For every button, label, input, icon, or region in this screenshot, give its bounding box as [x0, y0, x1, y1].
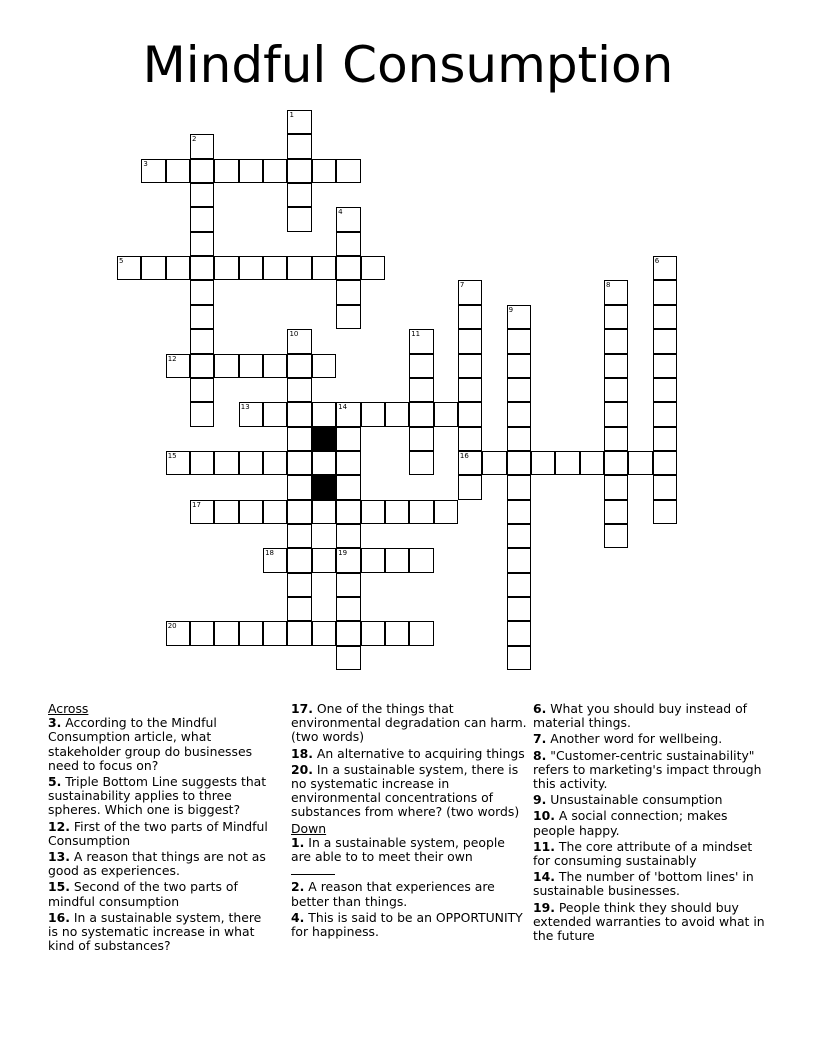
grid-cell[interactable] [312, 621, 336, 645]
grid-cell[interactable] [336, 597, 360, 621]
grid-cell[interactable] [287, 134, 311, 158]
grid-cell[interactable] [409, 621, 433, 645]
grid-cell[interactable] [312, 256, 336, 280]
cell-number: 9 [508, 305, 514, 314]
grid-cell[interactable] [287, 500, 311, 524]
clue-across-15: 15. Second of the two parts of mindful consumption [48, 879, 238, 909]
grid-cell[interactable] [214, 256, 238, 280]
grid-cell[interactable] [287, 402, 311, 426]
grid-cell[interactable] [190, 159, 214, 183]
answer-blank [291, 864, 335, 875]
clue-across-5: 5. Triple Bottom Line suggests that sustainability applies to three spheres. Which one is biggest? [48, 774, 267, 818]
clue-down-4: 4. This is said to be an OPPORTUNITY for happiness. [291, 909, 523, 940]
grid-cell[interactable] [604, 329, 628, 353]
grid-cell[interactable] [263, 451, 287, 475]
grid-cell[interactable] [361, 500, 385, 524]
grid-cell[interactable] [190, 280, 214, 304]
grid-cell[interactable] [287, 378, 311, 402]
grid-cell[interactable] [507, 305, 531, 329]
grid-cell[interactable] [361, 256, 385, 280]
grid-cell[interactable] [507, 597, 531, 621]
grid-cell[interactable] [434, 402, 458, 426]
grid-cell[interactable] [482, 451, 506, 475]
clue-down-9: 9. Unsustainable consumption [533, 792, 723, 808]
grid-cell[interactable] [604, 402, 628, 426]
grid-cell[interactable] [409, 548, 433, 572]
grid-cell[interactable] [653, 256, 677, 280]
grid-cell[interactable] [458, 280, 482, 304]
grid-cell[interactable] [190, 500, 214, 524]
grid-cell[interactable] [190, 378, 214, 402]
cell-number: 17 [192, 500, 201, 509]
grid-cell[interactable] [239, 256, 263, 280]
clue-across-13: 13. A reason that things are not as good as experiences. [48, 849, 266, 879]
grid-cell[interactable] [336, 232, 360, 256]
grid-cell[interactable] [287, 548, 311, 572]
grid-cell[interactable] [166, 159, 190, 183]
clues-column-3 [533, 700, 768, 945]
grid-cell[interactable] [190, 305, 214, 329]
clue-down-8: 8. "Customer-centric sustainability" refers to marketing's impact through this activity. [533, 747, 762, 792]
grid-cell[interactable] [190, 354, 214, 378]
grid-cell[interactable] [336, 646, 360, 670]
grid-cell[interactable] [336, 524, 360, 548]
grid-cell[interactable] [190, 232, 214, 256]
grid-cell[interactable] [287, 354, 311, 378]
grid-cell[interactable] [409, 329, 433, 353]
grid-cell[interactable] [239, 500, 263, 524]
grid-cell[interactable] [653, 354, 677, 378]
grid-cell[interactable] [458, 451, 482, 475]
down-heading: Down [291, 820, 327, 836]
grid-cell[interactable] [653, 427, 677, 451]
clue-down-11: 11. The core attribute of a mindset for consuming sustainably [533, 838, 753, 869]
grid-cell[interactable] [190, 207, 214, 231]
grid-cell[interactable] [336, 159, 360, 183]
clue-down-2: 2. A reason that experiences are better than things. [291, 879, 495, 909]
grid-cell[interactable] [190, 402, 214, 426]
grid-cell[interactable] [385, 621, 409, 645]
grid-cell[interactable] [287, 427, 311, 451]
grid-cell[interactable] [385, 500, 409, 524]
grid-cell[interactable] [507, 354, 531, 378]
grid-cell[interactable] [166, 451, 190, 475]
grid-cell[interactable] [409, 451, 433, 475]
clue-down-7: 7. Another word for wellbeing. [533, 731, 723, 747]
clue-across-12: 12. First of the two parts of Mindful Consumption [48, 818, 268, 848]
black-square [312, 427, 336, 451]
grid-cell[interactable] [409, 402, 433, 426]
grid-cell[interactable] [263, 402, 287, 426]
grid-cell[interactable] [263, 548, 287, 572]
clue-across-16: 16. In a sustainable system, there is no systematic increase in what kind of substances? [48, 909, 262, 954]
grid-cell[interactable] [312, 159, 336, 183]
cell-number: 5 [119, 257, 124, 266]
clue-across-20: 20. In a sustainable system, there is no systematic increase in environmental concentrations of substances from where? (two words) [291, 761, 520, 820]
grid-cell[interactable] [190, 134, 214, 158]
grid-cell[interactable] [312, 548, 336, 572]
grid-cell[interactable] [653, 451, 677, 475]
cell-number: 7 [459, 281, 465, 290]
grid-cell[interactable] [385, 402, 409, 426]
cell-number: 6 [654, 257, 660, 266]
grid-cell[interactable] [653, 402, 677, 426]
grid-cell[interactable] [214, 500, 238, 524]
grid-cell[interactable] [287, 524, 311, 548]
grid-cell[interactable] [653, 305, 677, 329]
grid-cell[interactable] [263, 354, 287, 378]
grid-cell[interactable] [117, 256, 141, 280]
cell-number: 15 [167, 451, 177, 460]
grid-cell[interactable] [287, 475, 311, 499]
grid-cell[interactable] [507, 621, 531, 645]
grid-cell[interactable] [409, 354, 433, 378]
grid-cell[interactable] [287, 597, 311, 621]
grid-cell[interactable] [190, 451, 214, 475]
grid-cell[interactable] [336, 256, 360, 280]
grid-cell[interactable] [214, 621, 238, 645]
grid-cell[interactable] [507, 329, 531, 353]
grid-cell[interactable] [287, 183, 311, 207]
grid-cell[interactable] [263, 500, 287, 524]
clues-column-2 [291, 700, 527, 941]
cell-number: 18 [265, 549, 275, 558]
grid-cell[interactable] [604, 378, 628, 402]
grid-cell[interactable] [555, 451, 579, 475]
grid-cell[interactable] [166, 256, 190, 280]
black-square [312, 475, 336, 499]
grid-cell[interactable] [287, 256, 311, 280]
grid-cell[interactable] [458, 402, 482, 426]
grid-cell[interactable] [312, 354, 336, 378]
grid-cell[interactable] [604, 354, 628, 378]
cell-number: 3 [143, 159, 148, 168]
grid-cell[interactable] [628, 451, 652, 475]
grid-cell[interactable] [458, 427, 482, 451]
grid-cell[interactable] [385, 548, 409, 572]
grid-cell[interactable] [336, 621, 360, 645]
grid-cell[interactable] [604, 451, 628, 475]
grid-cell[interactable] [336, 305, 360, 329]
cell-number: 13 [240, 403, 250, 412]
grid-cell[interactable] [287, 573, 311, 597]
grid-cell[interactable] [214, 451, 238, 475]
grid-cell[interactable] [166, 354, 190, 378]
grid-cell[interactable] [239, 621, 263, 645]
grid-cell[interactable] [409, 378, 433, 402]
grid-cell[interactable] [653, 500, 677, 524]
grid-cell[interactable] [190, 329, 214, 353]
grid-cell[interactable] [312, 500, 336, 524]
grid-cell[interactable] [604, 475, 628, 499]
grid-cell[interactable] [336, 475, 360, 499]
grid-cell[interactable] [239, 354, 263, 378]
grid-cell[interactable] [458, 354, 482, 378]
grid-cell[interactable] [361, 548, 385, 572]
grid-cell[interactable] [507, 378, 531, 402]
grid-cell[interactable] [287, 451, 311, 475]
grid-cell[interactable] [336, 207, 360, 231]
grid-cell[interactable] [604, 280, 628, 304]
grid-cell[interactable] [336, 280, 360, 304]
grid-cell[interactable] [190, 256, 214, 280]
grid-cell[interactable] [507, 524, 531, 548]
grid-cell[interactable] [287, 207, 311, 231]
cell-number: 20 [167, 622, 177, 631]
grid-cell[interactable] [214, 354, 238, 378]
grid-cell[interactable] [507, 451, 531, 475]
grid-cell[interactable] [653, 378, 677, 402]
clue-down-10: 10. A social connection; makes people happy. [533, 808, 728, 838]
puzzle-title: Mindful Consumption [142, 36, 674, 94]
clue-down-19: 19. People think they should buy extended warranties to avoid what in the future [533, 899, 765, 944]
cell-number: 14 [338, 403, 348, 412]
grid-cell[interactable] [507, 573, 531, 597]
grid-cell[interactable] [507, 548, 531, 572]
grid-cell[interactable] [239, 451, 263, 475]
grid-cell[interactable] [653, 329, 677, 353]
grid-cell[interactable] [361, 621, 385, 645]
grid-cell[interactable] [263, 256, 287, 280]
cell-number: 10 [289, 330, 299, 339]
grid-cell[interactable] [507, 427, 531, 451]
grid-cell[interactable] [604, 500, 628, 524]
grid-cell[interactable] [287, 329, 311, 353]
grid-cell[interactable] [239, 159, 263, 183]
grid-cell[interactable] [287, 621, 311, 645]
clue-across-3: 3. According to the Mindful Consumption article, what stakeholder group do businesses need to focus on? [48, 715, 253, 773]
grid-cell[interactable] [336, 500, 360, 524]
clue-down-6: 6. What you should buy instead of material things. [533, 701, 748, 731]
grid-cell[interactable] [336, 548, 360, 572]
cell-number: 19 [338, 549, 348, 558]
cell-number: 2 [192, 135, 197, 144]
grid-cell[interactable] [141, 159, 165, 183]
grid-cell[interactable] [604, 427, 628, 451]
grid-cell[interactable] [287, 159, 311, 183]
grid-cell[interactable] [580, 451, 604, 475]
grid-cell[interactable] [336, 402, 360, 426]
grid-cell[interactable] [312, 451, 336, 475]
clue-down-14: 14. The number of 'bottom lines' in sustainable businesses. [533, 869, 754, 899]
grid-cell[interactable] [507, 646, 531, 670]
grid-cell[interactable] [336, 451, 360, 475]
grid-cell[interactable] [458, 378, 482, 402]
grid-cell[interactable] [458, 475, 482, 499]
grid-cell[interactable] [141, 256, 165, 280]
grid-cell[interactable] [239, 402, 263, 426]
across-heading: Across [48, 701, 89, 716]
grid-cell[interactable] [653, 280, 677, 304]
cell-number: 12 [167, 354, 177, 363]
grid-cell[interactable] [604, 305, 628, 329]
grid-cell[interactable] [409, 427, 433, 451]
clue-across-18: 18. An alternative to acquiring things [291, 745, 525, 761]
cell-number: 16 [459, 451, 469, 460]
cell-number: 1 [289, 111, 294, 119]
clues-column-1 [48, 700, 274, 955]
cell-number: 4 [338, 208, 343, 217]
grid-cell[interactable] [287, 110, 311, 134]
grid-cell[interactable] [531, 451, 555, 475]
clue-across-17: 17. One of the things that environmental degradation can harm. (two words) [291, 701, 527, 745]
cell-number: 11 [411, 330, 421, 339]
grid-cell[interactable] [336, 427, 360, 451]
grid-cell[interactable] [409, 500, 433, 524]
grid-cell[interactable] [190, 621, 214, 645]
grid-cell[interactable] [361, 402, 385, 426]
grid-cell[interactable] [507, 500, 531, 524]
grid-cell[interactable] [312, 402, 336, 426]
grid-cell[interactable] [263, 159, 287, 183]
grid-cell[interactable] [653, 475, 677, 499]
grid-cell[interactable] [190, 183, 214, 207]
grid-cell[interactable] [507, 475, 531, 499]
grid-cell[interactable] [336, 573, 360, 597]
grid-cell[interactable] [166, 621, 190, 645]
grid-cell[interactable] [263, 621, 287, 645]
grid-cell[interactable] [214, 159, 238, 183]
grid-cell[interactable] [604, 524, 628, 548]
grid-cell[interactable] [458, 329, 482, 353]
cell-number: 8 [606, 281, 611, 290]
clue-down-1: 1. In a sustainable system, people are able to to meet their own [291, 836, 527, 879]
grid-cell[interactable] [434, 500, 458, 524]
grid-cell[interactable] [507, 402, 531, 426]
grid-cell[interactable] [458, 305, 482, 329]
